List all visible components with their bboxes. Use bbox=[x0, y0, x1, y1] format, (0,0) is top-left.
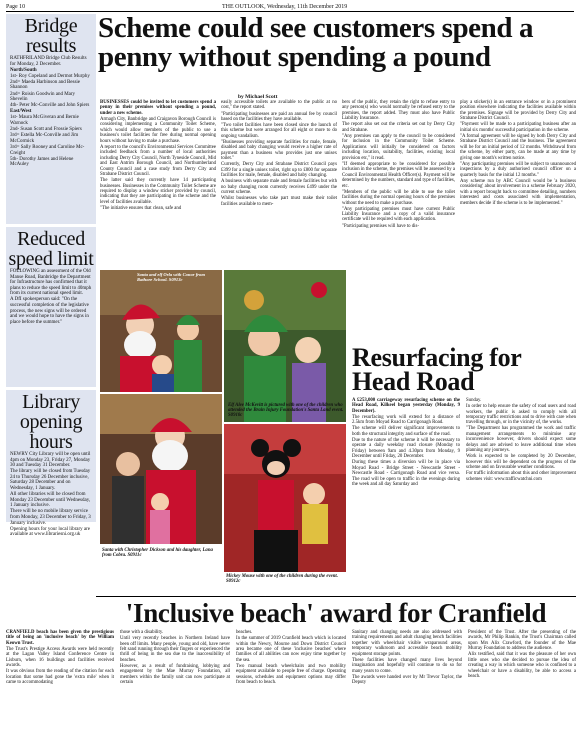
paragraph: 1st- Maura McGiveran and Bernie Warnock bbox=[10, 115, 79, 127]
news-sidebar bbox=[6, 14, 96, 538]
paragraph: During these times a diversion will be in place via Moyad Road - Bridge Street - Newcastle Street - Newcastle Road - Carrigonagh Road and vice versa. The road will be open to traffic in the evenings during the week and all day Saturday and bbox=[352, 460, 460, 488]
beach-column-1 bbox=[6, 630, 114, 734]
bridge-heading: Bridge results bbox=[24, 15, 78, 57]
beach-headline: 'Inclusive beach' award for Cranfield bbox=[125, 598, 547, 628]
beach-column-2 bbox=[120, 630, 230, 734]
scheme-column-1 bbox=[100, 100, 216, 272]
library-heading: Library opening hours bbox=[19, 391, 83, 453]
photo-mickey bbox=[224, 424, 346, 572]
paragraph: It was obvious from the reading of the citation for each location that some had gone the 'extra mile' when it came to accommodating bbox=[6, 669, 114, 686]
paragraph: FOLLOWING an assessment of the Old Manse Road, Banbridge the Department for Infrastructure has confirmed that it plans to reduce the speed limit to 40mph from its current national speed limit. bbox=[10, 269, 92, 297]
beach-column-5 bbox=[468, 630, 576, 734]
paragraph: President of the Trust. After the presenting of the awards, Mr Philip Rankin, the Trust's Chairman called upon Mrs Alix Crawford, the founder of the Mae Murray Foundation to address the audience. bbox=[468, 630, 576, 652]
resurfacing-column-2 bbox=[466, 398, 576, 594]
photo-santa-christopher bbox=[100, 394, 222, 544]
paragraph: Sanitary and changing needs are also addressed with training requirements and adult changing bench facilities together with wheelchair visible wraparound areas, temporary walkroom and accessible beach mobility equipment storage points. bbox=[352, 630, 462, 657]
beach-column-4 bbox=[352, 630, 462, 734]
paragraph: All other libraries will be closed from Monday 23 December until Wednesday, 1 January inclusive. bbox=[10, 492, 91, 509]
paragraph: The library will be closed from Tuesday 24 to Thursday 26 December inclusive, Saturday 28 December and on Wednesday, 1 January. bbox=[10, 469, 91, 492]
paragraph: A report to the council's Environmental Services Committee included feedback from a number of local authorities including Derry City Council, North Tyneside Council, Mid and East Antrim Borough Council, and Northumberland County Council and a case study from Derry City and Strabane District Council. bbox=[100, 144, 216, 178]
paragraph: However, as a result of fundraising, lobbying and engagement by the Mae Murray Foundation, all members within the family unit can now participate at certain bbox=[120, 663, 230, 686]
photo-elf-alee bbox=[224, 270, 346, 422]
scheme-column-2 bbox=[221, 100, 337, 272]
resurfacing-column-1 bbox=[352, 398, 460, 594]
scheme-byline: by Michael Scott bbox=[238, 94, 278, 100]
paragraph: "Members of the public will be able to use the toilet facilities during the normal opening hours of the premises without the need to make a purchase. bbox=[342, 189, 455, 206]
speed-text bbox=[6, 269, 96, 387]
paragraph: East/West bbox=[10, 109, 32, 115]
paragraph: "Participating businesses are paid an annual fee by council based on the facilities they have available. bbox=[221, 111, 337, 122]
caption-santa-christopher: Santa with Christopher Dickson and his daughter, Lana from Cobra. S0911c bbox=[102, 548, 213, 559]
paragraph: 2nd= Maeda Harbinson and Bessie Shannon bbox=[10, 79, 81, 91]
paragraph: The Trust's Prestige Access Awards were held recently at the Lagan Valley Island Conference Centre in Lisburn, when 16 buildings and facilities received awards. bbox=[6, 646, 114, 669]
paragraph: A business with separate male and female facilities but with no baby changing room currently receives £499 under the current scheme. bbox=[221, 179, 337, 196]
paragraph: Any scheme run by ABC Council would be 'a business considering' about involvement in a scheme February 2020, with a report brought back to committee detailing, numbers interested and costs associated with implementation, members decide if the scheme is to be implemented." bbox=[460, 178, 576, 206]
scheme-column-4 bbox=[460, 100, 576, 272]
paragraph: 4th- Peter Mc-Conville and John Spiers bbox=[10, 103, 90, 109]
bridge-text bbox=[6, 56, 96, 224]
paragraph: 3rd= Estella Mc-Conville and Jim McCormick bbox=[10, 133, 79, 144]
paragraph: "Businesses providing separate facilities for male, female, disabled and baby changing would receive a higher rate of payment than a business who provides just one unisex toilet." bbox=[221, 139, 337, 162]
paragraph: The report also set out the criteria set out by Derry City and Strabane. bbox=[342, 122, 455, 133]
paragraph: The latter said they currently have 14 participating businesses. Businesses in the Community Toilet Scheme are required to display a window sticker provided by council, indicating that they are participating in the scheme and the level of facilities available. bbox=[100, 178, 216, 205]
scheme-column-3 bbox=[342, 100, 455, 272]
paragraph: Alix testified, said that it was the pleasure of her own little ones who she decided to pursue the idea of creating a way in which someone who is confined to a wheelchair or have a disability, be able to access a beach. bbox=[468, 652, 576, 680]
paragraph: "A formal agreement will be signed by both Derry City and Strabane District Council and the business. The agreement will be for an initial period of 12 months. Withdrawal from the scheme, by either party, can be made at any time by giving one month's written notice. bbox=[460, 133, 576, 161]
paragraph: Armagh City, Banbridge and Craigavon Borough Council is considering implementing a Community Toilet Scheme, which would allow members of the public to use a business's toilet facilities for free during normal opening hours without having to make a purchase. bbox=[100, 116, 216, 144]
paragraph: 2nd= Roisin Goodwin and Mary Shevelin bbox=[10, 91, 76, 103]
paragraph: "Any participating premises will be subject to unannounced inspections by a duly authorised council officer on a quarterly basis for the initial 12 months." bbox=[460, 161, 576, 178]
speed-heading: Reduced speed limit bbox=[8, 228, 94, 270]
paragraph: The scheme will deliver significant improvements to both the structural integrity and surface of the road. bbox=[352, 426, 460, 437]
page-header bbox=[6, 3, 574, 12]
paragraph: those with a disability. bbox=[120, 630, 164, 635]
paragraph: "Any premises can apply to the council to be considered for inclusion in the Community Toilet Scheme. Applications will initially be considered on factors including location, suitability, facilities, existing local provision etc," it read. bbox=[342, 133, 455, 161]
page-number: Page 10 bbox=[6, 4, 26, 10]
paragraph: 1st- Roy Copeland and Dermot Murphy bbox=[10, 73, 90, 79]
paragraph: 2nd- Susan Scott and Frossie Spiers bbox=[10, 127, 82, 133]
caption-mickey: Mickey Mouse with one of the children during the event. S0912c bbox=[226, 574, 338, 585]
paragraph: "The Department has programmed the work and traffic management arrangements to minimise any inconvenience however, drivers should expect some delays and are advised to leave additional time when planning any journeys. bbox=[466, 426, 576, 454]
paragraph: Opening hours for your local library are available at www.librariesni.org.uk bbox=[10, 526, 90, 538]
paragraph: These facilities have changed many lives beyond imagination and hopefully will continue to do so for many years to come. bbox=[352, 657, 462, 674]
paragraph: For traffic information about this and other improvement schemes visit: www.trafficwatchni.com bbox=[466, 471, 576, 482]
paragraph: There will be no mobile library service from Monday, 23 December to Friday, 3 January inclusive. bbox=[10, 509, 91, 526]
beach-column-3 bbox=[236, 630, 346, 734]
paragraph: The resurfacing work will extend for a distance of 2.5km from Moyad Road to Carrigonagh Road. bbox=[352, 414, 460, 426]
paragraph: NEWRY City Library will be open until 4pm on Monday 23, Friday 27, Monday 30 and Tuesday 31 December. bbox=[10, 452, 91, 469]
paragraph: "Two toilet facilities have been closed since the launch of this scheme but were arranged for all eight or more to do ongoing vandalism. bbox=[221, 123, 337, 139]
paragraph: In order to help ensure the safety of road users and road workers, the public is asked to comply with all temporary traffic restrictions and to drive with care when travelling through, or in the vicinity of, the works. bbox=[466, 404, 576, 426]
paragraph: Currently, Derry City and Strabane District Council pays £399 for a single unisex toilet, right up to £800 for separate facilities for male, female, disabled and baby changing. bbox=[221, 162, 337, 179]
paragraph: A £253,000 carriageway resurfacing scheme on the Head Road, Kilkeel began yesterday (Monday, 9 December). bbox=[352, 398, 460, 414]
paragraph: A DfI spokesperson said: "On the successful completion of the legislative process, the new signs will be ordered and we would hope to have the signs in place before the summer." bbox=[10, 297, 89, 325]
paragraph: Sunday. bbox=[466, 398, 482, 403]
paragraph: "Any participating premises must have current Public Liability Insurance and a copy of a valid insurance certificate will be required with each application. bbox=[342, 206, 455, 223]
library-text bbox=[6, 452, 96, 612]
paragraph: "Payment will be made to a participating business after an initial six months' successful participation in the scheme. bbox=[460, 122, 576, 133]
paragraph: North/South bbox=[10, 67, 37, 73]
caption-santa-elf: Santa and elf Orla with Conor from Rathore School. S0913c bbox=[137, 272, 205, 283]
paragraph: beaches. bbox=[236, 630, 253, 635]
section-rule bbox=[96, 596, 576, 597]
paragraph: Until very recently beaches in Northern Ireland have been off limits. Many people, young and old, have never felt sand running through their fingers or experienced the thrill of being in the sea due to the inaccessibility of beaches. bbox=[120, 636, 230, 663]
scheme-headline: Scheme could see customers spend a penny without spending a pound bbox=[98, 12, 534, 73]
paragraph: Whilst businesses who take part must make their toilet facilities available to mem- bbox=[221, 196, 337, 207]
paragraph: CRANFIELD beach has been given the prestigious title of being an 'inclusive beach' by the William Keown Trust. bbox=[6, 630, 114, 646]
paragraph: "If deemed appropriate to be considered for possible inclusion in the scheme, the premises will be assessed by a Council Environmental Health Officer(s). Payment will be determined by the numbers, standard and type of facilities, etc. bbox=[342, 161, 455, 189]
paper-dateline: THE OUTLOOK, Wednesday, 11th December 2019 bbox=[221, 4, 348, 10]
paragraph: Work is expected to be completed by 20 December, however this will be dependent on the progress of the scheme and on favourable weather conditions. bbox=[466, 454, 576, 471]
paragraph: In the summer of 2019 Cranfield beach which is located within the Newry, Mourne and Down District Council area became one of these 'inclusive beaches' where families of all abilities can now enjoy time together by the sea. bbox=[236, 636, 346, 663]
paragraph: The awards were handed over by Mr Trevor Taylor, the Deputy bbox=[352, 674, 462, 686]
paragraph: "Participating premises will have to dis- bbox=[342, 223, 419, 229]
paragraph: Two manual beach wheelchairs and two mobility equipment available to people free of charge. Operating sessions, schedules and equipment options may differ from beach to beach. bbox=[236, 663, 346, 686]
paragraph: play a sticker(s) in an entrance window or in a prominent position elsewhere indicating the facilities available within the premises. Signage will be provided by Derry City and Strabane District Council. bbox=[460, 100, 576, 122]
paragraph: bers of the public, they retain the right to refuse entry to any person(s) who would normally be refused entry to the premises, the report added. They must also have Public Liability Insurance. bbox=[342, 100, 455, 122]
paragraph: "The initiative ensures that clean, safe and bbox=[100, 205, 182, 211]
paragraph: Due to the nature of the scheme it will be necessary to operate a daily weekday road closure (Monday to Friday) between 9am and 4.30pm from Monday, 9 December until Friday, 20 December. bbox=[352, 437, 460, 460]
paragraph: easily accessible toilets are available to the public at no cost," the report stated. bbox=[221, 100, 337, 111]
photo-santa-elf bbox=[100, 270, 222, 392]
paragraph: RATHFRILAND Bridge Club Results for Monday, 2 December. bbox=[10, 56, 87, 67]
paragraph: 3rd= Sally Rooney and Caroline Mc-Creight bbox=[10, 144, 85, 156]
paragraph: 5th- Dorothy James and Helene McAuley bbox=[10, 156, 74, 168]
caption-elf-alee: Elf Alee McKevitt is pictured with one of the children who attended the Brain Injury Foundation's Santa Land event. S0910c bbox=[228, 403, 344, 419]
paragraph: BUSINESSES could be invited to let customers spend a penny in their premises without spending a pound, under a new scheme. bbox=[100, 100, 216, 116]
resurfacing-headline: Resurfacing for Head Road bbox=[352, 343, 522, 396]
